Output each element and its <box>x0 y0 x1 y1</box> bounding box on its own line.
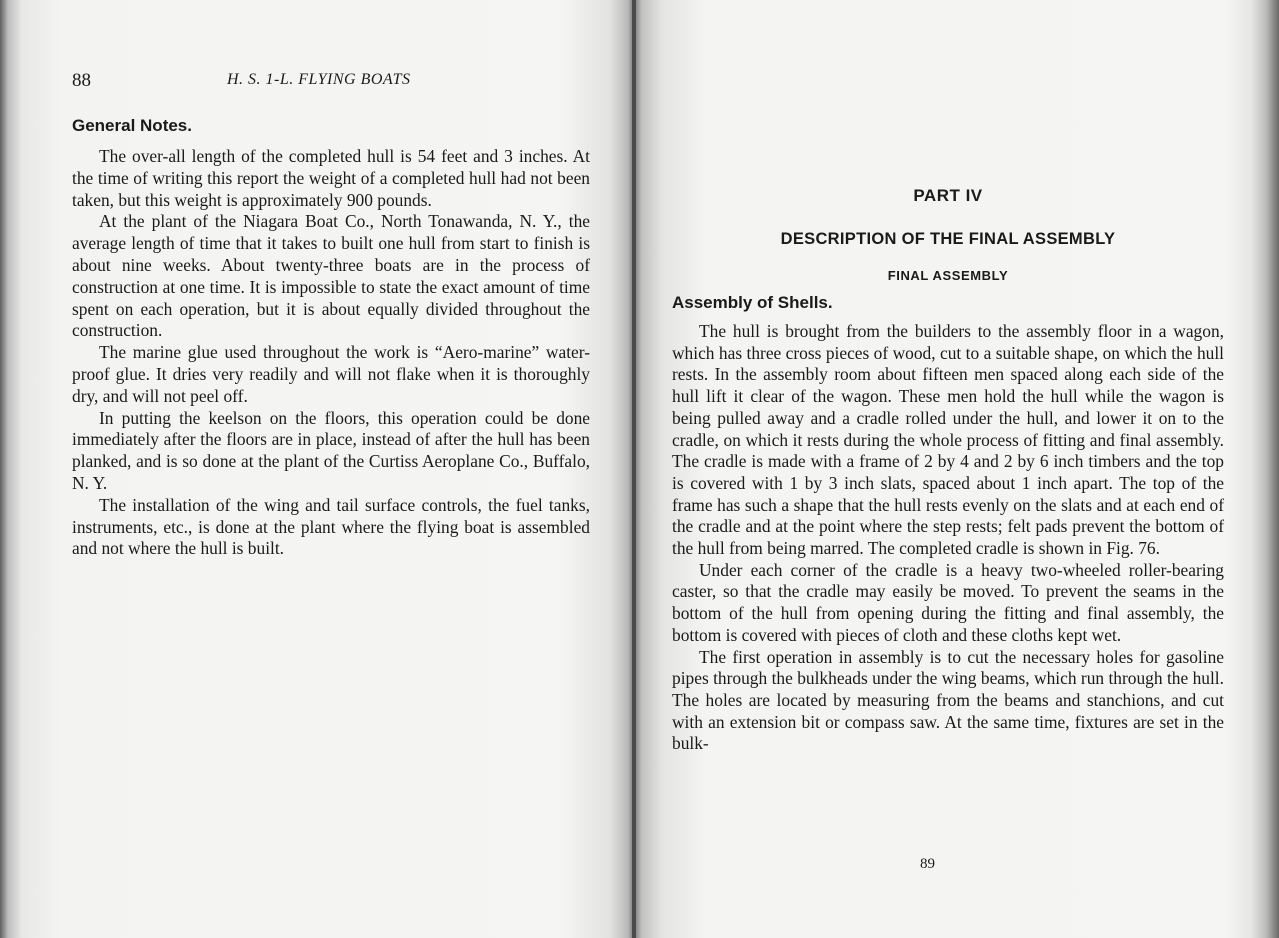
sub-title: FINAL ASSEMBLY <box>887 268 1009 283</box>
section-heading: Assembly of Shells. <box>672 293 833 312</box>
right-page <box>636 0 1279 938</box>
paragraph: The first operation in assembly is to cut the necessary holes for gasoline pipes through the bulkheads under the wing beams, which run through the hull. The holes are located by measuring from the beams and stanchions, and cut with an extension bit or compass saw. At the same time, fixtures are set in the bulk- <box>672 646 1224 754</box>
running-title: H. S. 1-L. FLYING BOATS <box>227 71 411 88</box>
description-title: DESCRIPTION OF THE FINAL ASSEMBLY <box>780 230 1116 248</box>
paragraph: The hull is brought from the builders to the assembly floor in a wagon, which has three cross pieces of wood, cut to a suitable shape, on which the hull rests. In the assembly room about fifteen men spaced along each side of the hull lift it clear of the wagon. These men hold the hull while the wagon is being pulled away and a cradle rolled under the hull, and lower it on to the cradle, on which it rests during the whole process of fitting and final assembly. The cradle is made with a frame of 2 by 4 and 2 by 6 inch timbers and the top is covered with 1 by 3 inch slats, spaced about 1 inch apart. The top of the frame has such a shape that the hull rests evenly on the slats and at each end of the cradle and at the point where the step rests; felt pads prevent the bottom of the hull from being marred. The completed cradle is shown in Fig. 76. <box>672 321 1224 559</box>
page-number: 88 <box>72 70 91 91</box>
paragraph: The over-all length of the completed hull is 54 feet and 3 inches. At the time of writing this report the weight of a completed hull had not been taken, but this weight is approximately 900 pounds. <box>72 146 590 210</box>
left-page-body <box>72 116 590 560</box>
paragraph: In putting the keelson on the floors, this operation could be done immediately after the floors are in place, instead of after the hull has been planked, and is so done at the plant of the Curtiss Aeroplane Co., Buffalo, N. Y. <box>72 407 590 493</box>
paragraph: Under each corner of the cradle is a heavy two-wheeled roller-bearing caster, so that the cradle may easily be moved. To prevent the seams in the bottom of the hull from opening during the fitting and final assembly, the bottom is covered with pieces of cloth and these cloths kept wet. <box>672 559 1224 645</box>
left-page <box>0 0 632 938</box>
paragraph: At the plant of the Niagara Boat Co., North Tonawanda, N. Y., the average length of time that it takes to built one hull from start to finish is about nine weeks. About twenty-three boats are in the process of construction at one time. It is impossible to state the exact amount of time spent on each operation, but it is about equally divided throughout the construction. <box>72 211 590 341</box>
running-head <box>72 70 592 94</box>
part-title: PART IV <box>913 186 983 205</box>
page-number: 89 <box>920 856 935 872</box>
paragraph: The installation of the wing and tail surface controls, the fuel tanks, instruments, etc., is done at the plant where the flying boat is assembled and not where the hull is built. <box>72 494 590 559</box>
section-heading: General Notes. <box>72 116 192 135</box>
right-page-body <box>672 186 1224 755</box>
paragraph: The marine glue used throughout the work is “Aero-marine” water-proof glue. It dries very readily and will not flake when it is thoroughly dry, and will not peel off. <box>72 342 590 406</box>
